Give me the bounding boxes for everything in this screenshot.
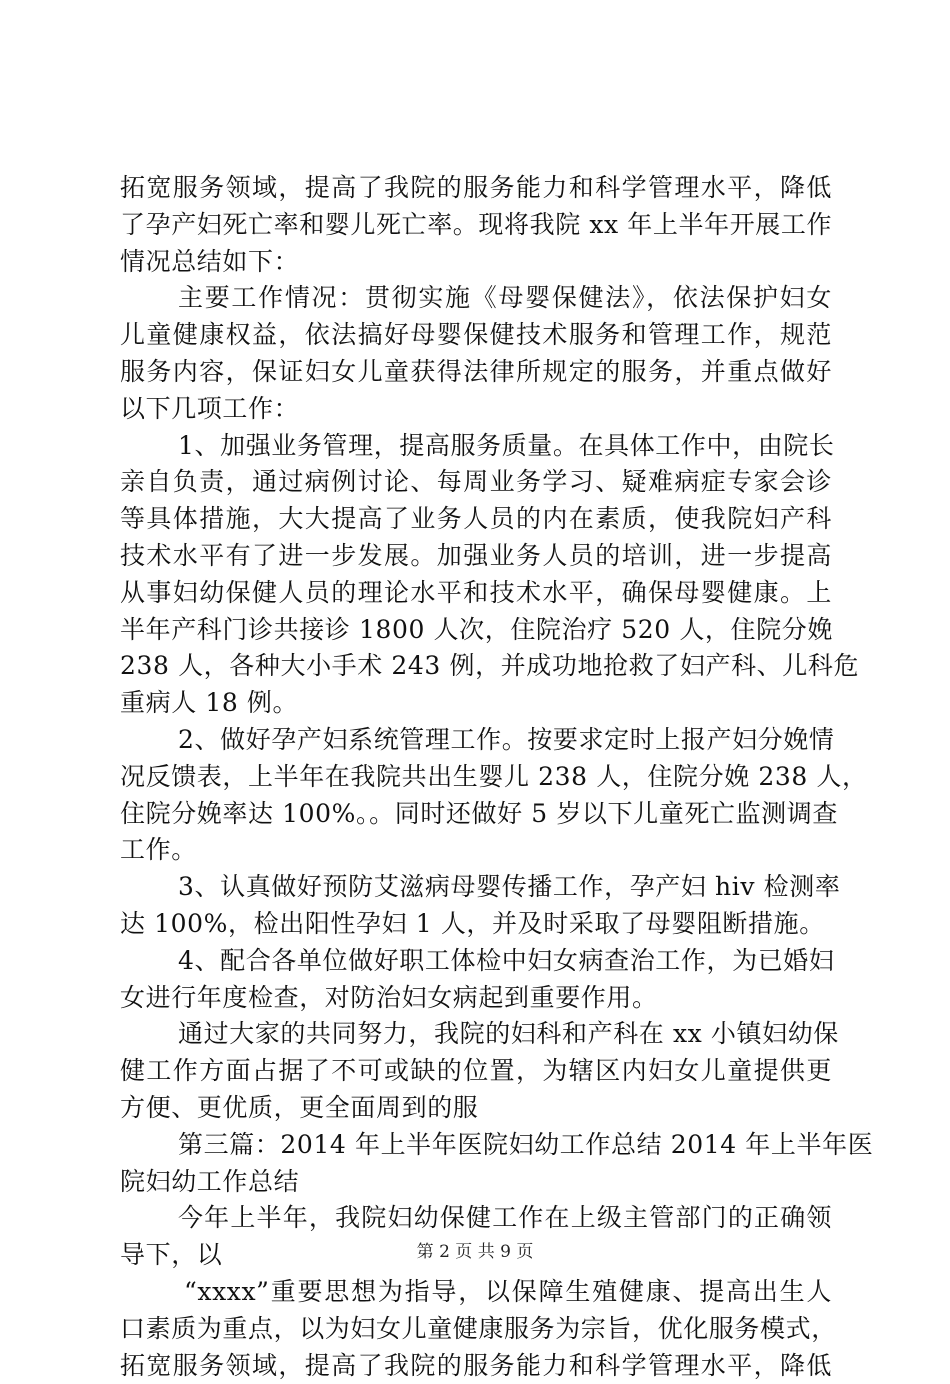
text-line: 从事妇幼保健人员的理论水平和技术水平，确保母婴健康。上 — [120, 575, 832, 612]
paragraph-start-line: “xxxx”重要思想为指导，以保障生殖健康、提高出生人 — [120, 1274, 832, 1311]
text-line: 导下，以 — [120, 1237, 832, 1274]
text-line: 了孕产妇死亡率和婴儿死亡率。现将我院 xx 年上半年开展工作 — [120, 207, 832, 244]
text-line: 亲自负责，通过病例讨论、每周业务学习、疑难病症专家会诊 — [120, 464, 832, 501]
text-line: 半年产科门诊共接诊 1800 人次，住院治疗 520 人，住院分娩 — [120, 612, 832, 649]
text-line: 方便、更优质，更全面周到的服 — [120, 1090, 832, 1127]
paragraph-start-line: 今年上半年，我院妇幼保健工作在上级主管部门的正确领 — [120, 1200, 832, 1237]
page-number: 第 2 页 共 9 页 — [417, 1242, 534, 1262]
document-body — [120, 170, 832, 1384]
section-heading-line: 第三篇：2014 年上半年医院妇幼工作总结 2014 年上半年医 — [120, 1127, 832, 1164]
text-line: 拓宽服务领域，提高了我院的服务能力和科学管理水平，降低 — [120, 170, 832, 207]
paragraph-start-line: 4、配合各单位做好职工体检中妇女病查治工作，为已婚妇 — [120, 943, 832, 980]
text-line: 达 100%，检出阳性孕妇 1 人，并及时采取了母婴阻断措施。 — [120, 906, 832, 943]
text-line: 拓宽服务领域，提高了我院的服务能力和科学管理水平，降低 — [120, 1348, 832, 1384]
text-line: 服务内容，保证妇女儿童获得法律所规定的服务，并重点做好 — [120, 354, 832, 391]
paragraph-start-line: 主要工作情况：贯彻实施《母婴保健法》，依法保护妇女 — [120, 280, 832, 317]
text-line: 重病人 18 例。 — [120, 685, 832, 722]
paragraph-start-line: 2、做好孕产妇系统管理工作。按要求定时上报产妇分娩情 — [120, 722, 832, 759]
paragraph-start-line: 通过大家的共同努力，我院的妇科和产科在 xx 小镇妇幼保 — [120, 1016, 832, 1053]
text-line: 健工作方面占据了不可或缺的位置，为辖区内妇女儿童提供更 — [120, 1053, 832, 1090]
text-line: 女进行年度检查，对防治妇女病起到重要作用。 — [120, 980, 832, 1017]
paragraph-start-line: 3、认真做好预防艾滋病母婴传播工作，孕产妇 hiv 检测率 — [120, 869, 832, 906]
paragraph-start-line: 1、加强业务管理，提高服务质量。在具体工作中，由院长 — [120, 428, 832, 465]
section-heading-line: 院妇幼工作总结 — [120, 1164, 832, 1201]
text-line: 口素质为重点，以为妇女儿童健康服务为宗旨，优化服务模式， — [120, 1311, 832, 1348]
text-line: 238 人，各种大小手术 243 例，并成功地抢救了妇产科、儿科危 — [120, 648, 832, 685]
text-line: 技术水平有了进一步发展。加强业务人员的培训，进一步提高 — [120, 538, 832, 575]
text-line: 等具体措施，大大提高了业务人员的内在素质，使我院妇产科 — [120, 501, 832, 538]
page-footer — [0, 1240, 950, 1264]
text-line: 住院分娩率达 100%。。同时还做好 5 岁以下儿童死亡监测调查 — [120, 796, 832, 833]
text-line: 工作。 — [120, 832, 832, 869]
text-line: 况反馈表，上半年在我院共出生婴儿 238 人，住院分娩 238 人， — [120, 759, 832, 796]
text-line: 儿童健康权益，依法搞好母婴保健技术服务和管理工作，规范 — [120, 317, 832, 354]
text-line: 以下几项工作： — [120, 391, 832, 428]
text-line: 情况总结如下： — [120, 244, 832, 281]
